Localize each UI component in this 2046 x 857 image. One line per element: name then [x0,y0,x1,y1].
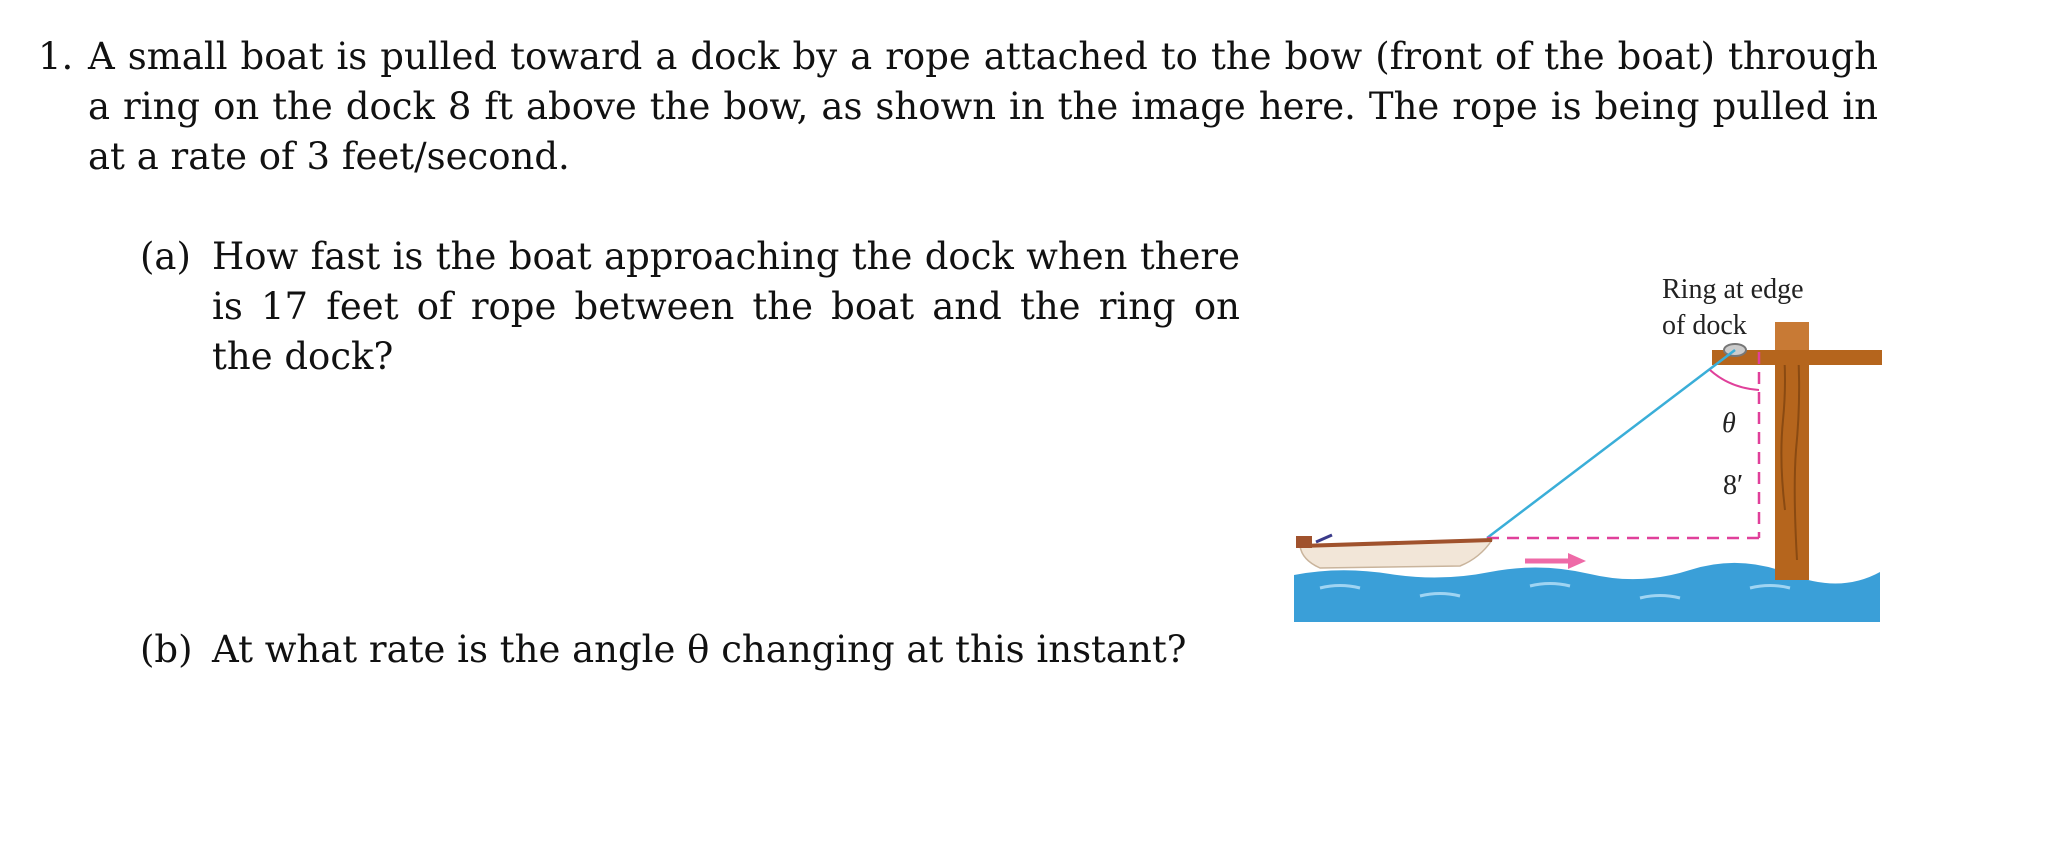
part-a-label: (a) [140,235,191,278]
part-a [140,232,1240,382]
boat-dock-figure [1280,270,1900,630]
rope [1487,350,1735,538]
part-a-question: How fast is the boat approaching the dock when there is 17 feet of rope between the boat and the ring on the dock? [212,235,1240,378]
oar [1316,535,1332,542]
boat-bow-post [1296,536,1312,548]
part-b [140,625,1240,675]
ring-label-line2: of dock [1662,310,1747,341]
angle-arc [1710,370,1759,390]
height-label: 8′ [1723,470,1744,501]
figure-svg [1280,270,1900,630]
dock-post-top [1775,322,1809,350]
part-b-label: (b) [140,628,193,671]
angle-theta-label: θ [1722,408,1736,439]
problem-statement: A small boat is pulled toward a dock by a rope attached to the bow (front of the boat) through a ring on the dock 8 ft above the bow, as shown in the image here. The rope is being pulled in at a rate of 3 feet/second. [88,35,1878,178]
part-b-question: At what rate is the angle θ changing at this instant? [212,628,1187,671]
ring-label-line1: Ring at edge [1662,274,1804,305]
problem-1 [38,32,1878,182]
problem-number: 1. [38,35,74,78]
motion-arrow-icon [1568,553,1586,569]
